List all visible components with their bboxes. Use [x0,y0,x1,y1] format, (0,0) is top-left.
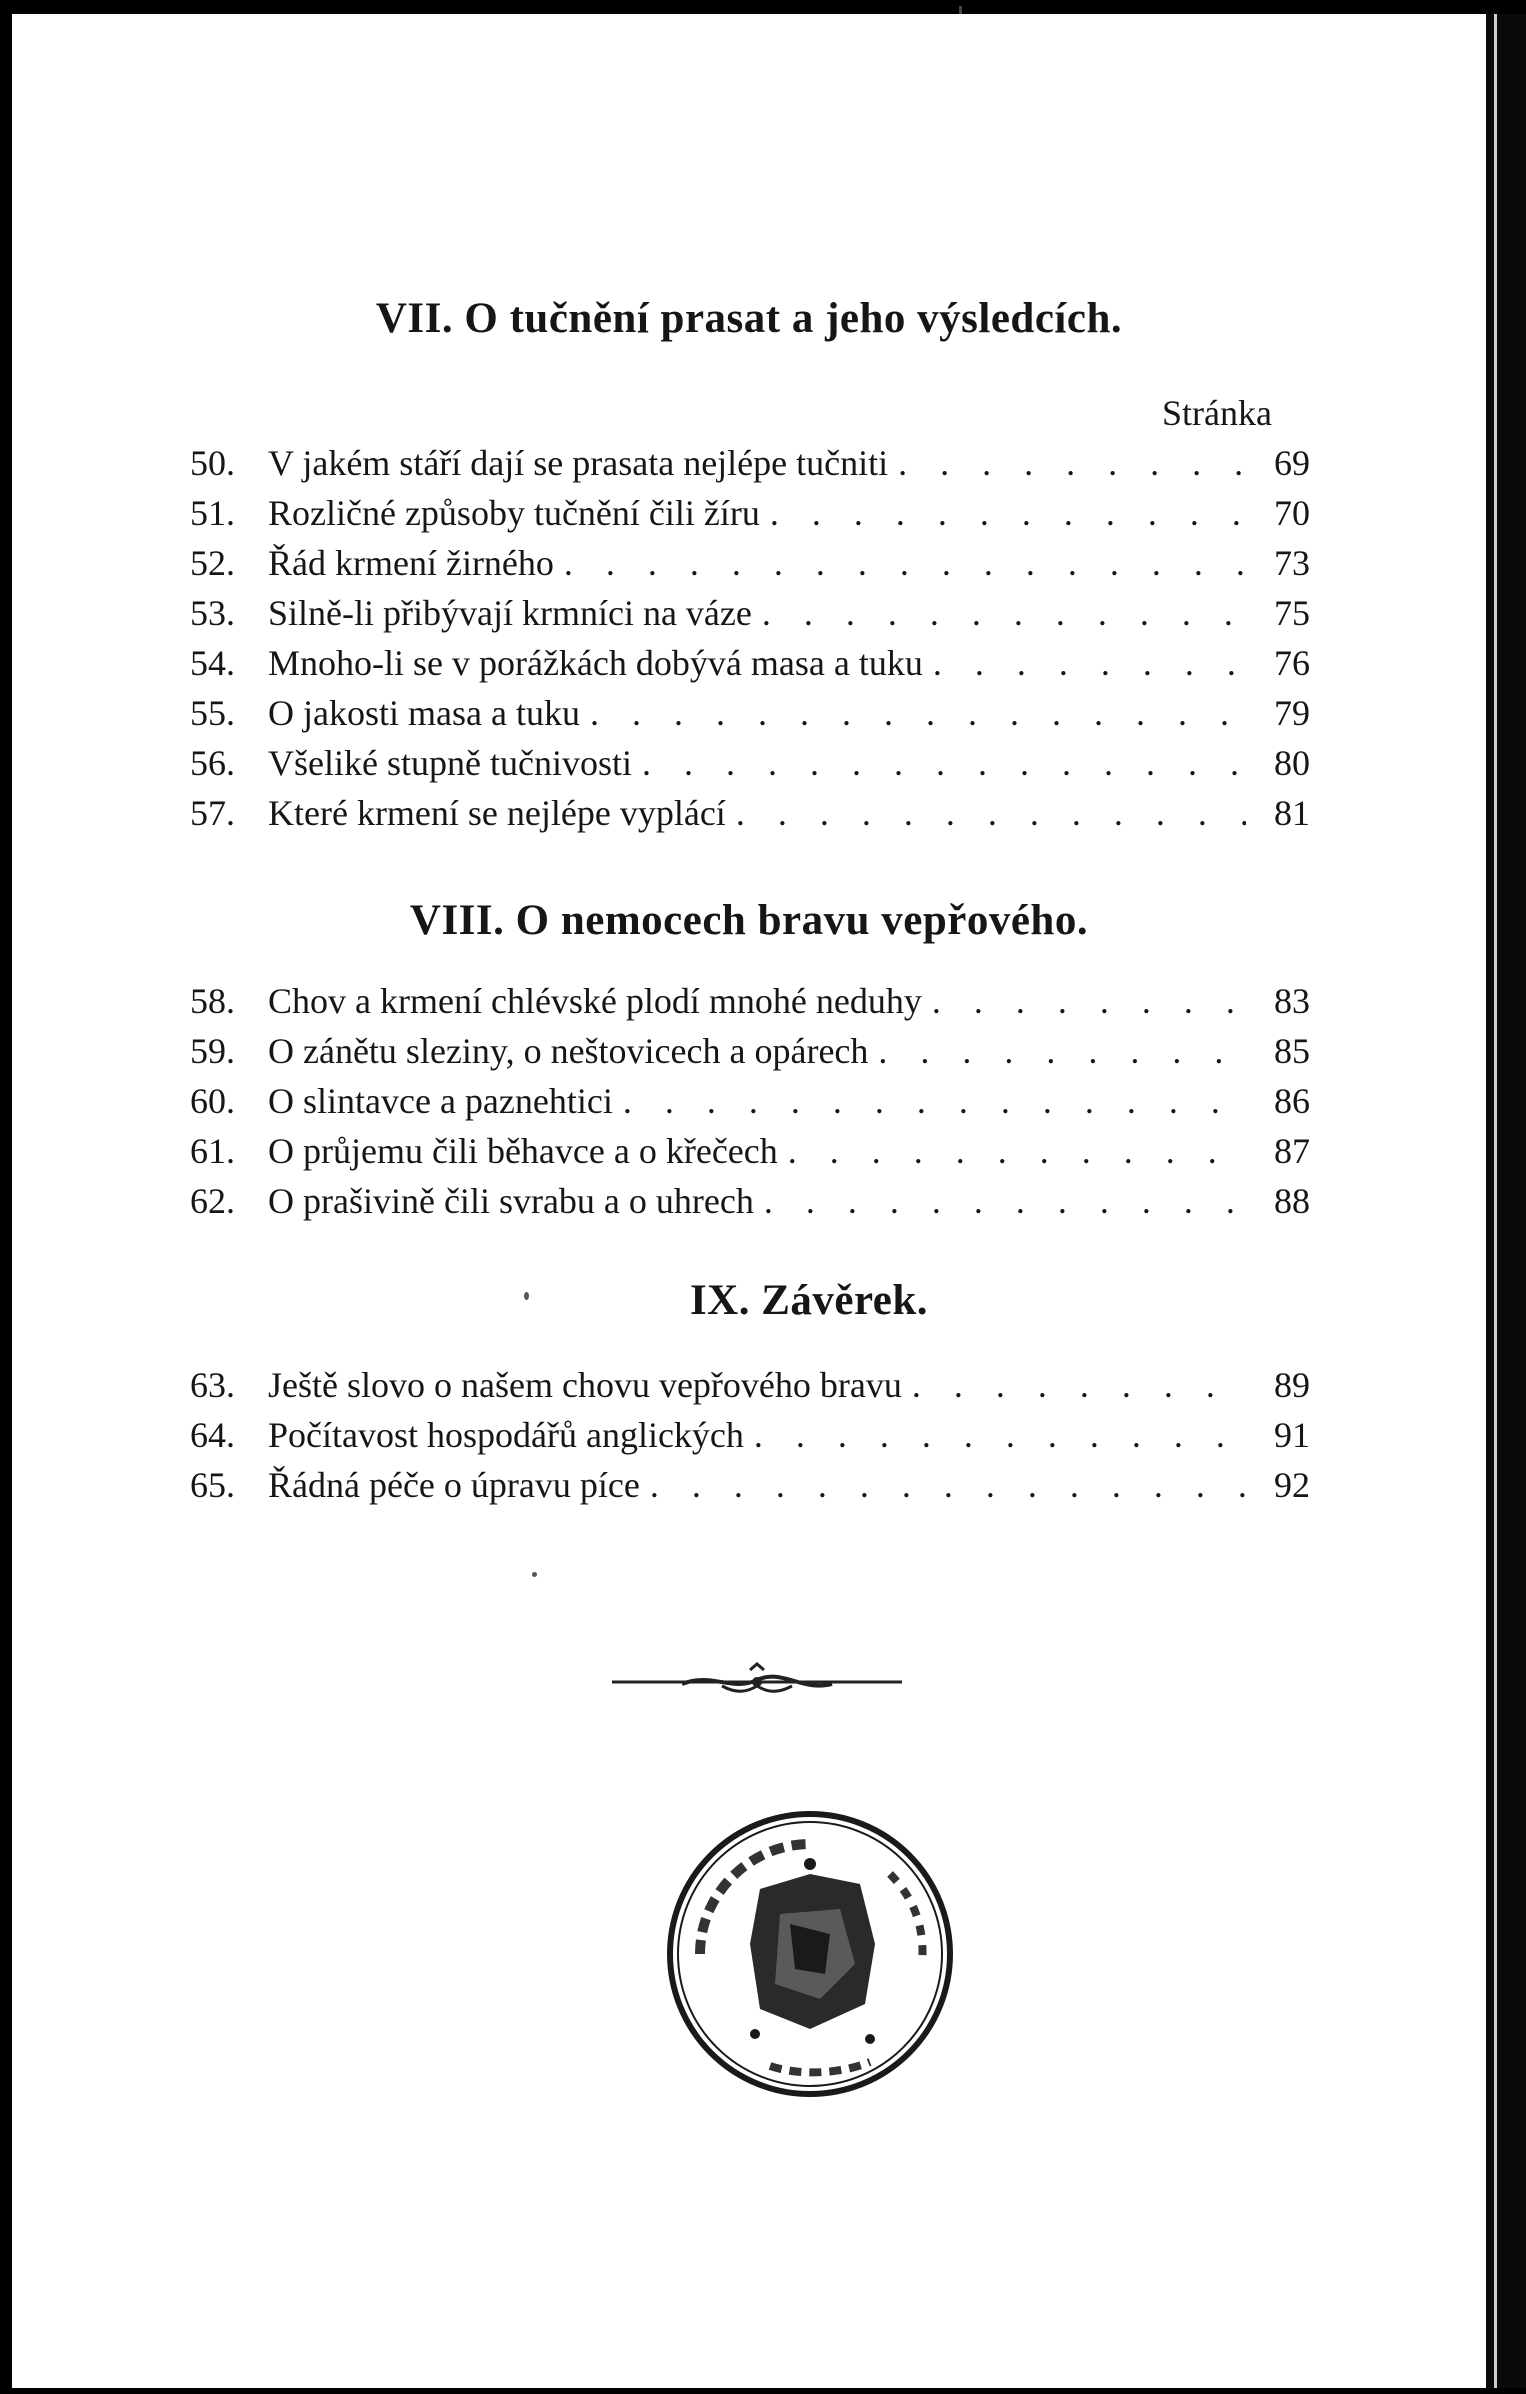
toc-list-vii [190,438,1310,838]
entry-page: 91 [1274,1415,1310,1455]
toc-entry [190,738,1310,788]
entry-page: 86 [1274,1081,1310,1121]
entry-title: Silně-li přibývají krmníci na váze [268,593,752,633]
leader-dots [554,538,1246,588]
toc-entry [190,638,1310,688]
toc-entry [190,588,1310,638]
toc-entry [190,688,1310,738]
entry-title: Mnoho-li se v porážkách dobývá masa a tuku [268,643,923,683]
entry-number: 59. [190,1031,235,1071]
toc-entry [190,1460,1310,1510]
entry-number: 55. [190,693,235,733]
entry-title: Řád krmení žirného [268,543,554,583]
entry-page: 79 [1274,693,1310,733]
section-heading-vii: VII. O tučnění prasat a jeho výsledcích. [375,295,1123,342]
toc-list-viii [190,976,1310,1226]
toc-entry [190,1026,1310,1076]
entry-title: O zánětu sleziny, o neštovicech a opárech [268,1031,869,1071]
leader-dots [902,1360,1246,1410]
entry-number: 51. [190,493,235,533]
entry-title: Které krmení se nejlépe vyplácí [268,793,726,833]
leader-dots [923,638,1246,688]
toc-entry [190,1176,1310,1226]
entry-title: Všeliké stupně tučnivosti [268,743,632,783]
entry-number: 62. [190,1181,235,1221]
book-page [12,14,1486,2388]
toc-entry [190,488,1310,538]
toc-entry [190,538,1310,588]
entry-page: 80 [1274,743,1310,783]
entry-page: 76 [1274,643,1310,683]
entry-page: 83 [1274,981,1310,1021]
entry-number: 56. [190,743,235,783]
leader-dots [922,976,1246,1026]
entry-page: 69 [1274,443,1310,483]
entry-title: Řádná péče o úpravu píce [268,1465,640,1505]
leader-dots [744,1410,1246,1460]
entry-number: 58. [190,981,235,1021]
entry-page: 75 [1274,593,1310,633]
toc-entry [190,976,1310,1026]
page-column-label: Stránka [1162,393,1272,433]
entry-title: O jakosti masa a tuku [268,693,580,733]
leader-dots [888,438,1246,488]
leader-dots [726,788,1246,838]
scan-left-edge [0,0,12,2394]
toc-entry [190,788,1310,838]
toc-entry [190,1410,1310,1460]
ornament-divider-icon [612,1662,902,1702]
section-heading-ix: IX. Závěrek. [689,1277,929,1324]
leader-dots [752,588,1246,638]
leader-dots [754,1176,1246,1226]
entry-title: Ještě slovo o našem chovu vepřového bravu [268,1365,902,1405]
entry-page: 70 [1274,493,1310,533]
entry-page: 81 [1274,793,1310,833]
leader-dots [760,488,1246,538]
entry-title: Rozličné způsoby tučnění čili žíru [268,493,760,533]
leader-dots [640,1460,1246,1510]
toc-entry [190,1126,1310,1176]
entry-number: 57. [190,793,235,833]
entry-page: 89 [1274,1365,1310,1405]
entry-title: O slintavce a paznehtici [268,1081,613,1121]
toc-list-ix [190,1360,1310,1510]
scan-speck [532,1572,537,1577]
scan-right-edge [1486,14,1526,2388]
entry-number: 52. [190,543,235,583]
entry-title: Chov a krmení chlévské plodí mnohé neduhy [268,981,922,1021]
entry-number: 61. [190,1131,235,1171]
entry-page: 92 [1274,1465,1310,1505]
leader-dots [632,738,1246,788]
leader-dots [868,1026,1246,1076]
leader-dots [613,1076,1246,1126]
toc-entry [190,1076,1310,1126]
leader-dots [778,1126,1246,1176]
entry-number: 63. [190,1365,235,1405]
entry-page: 73 [1274,543,1310,583]
leader-dots [580,688,1246,738]
entry-number: 65. [190,1465,235,1505]
entry-number: 54. [190,643,235,683]
entry-title: O průjemu čili běhavce a o křečech [268,1131,778,1171]
entry-number: 50. [190,443,235,483]
entry-number: 64. [190,1415,235,1455]
entry-page: 87 [1274,1131,1310,1171]
entry-title: O prašivině čili svrabu a o uhrech [268,1181,754,1221]
section-heading-viii: VIII. O nemocech bravu vepřového. [409,897,1089,944]
library-stamp-icon [660,1804,960,2104]
entry-title: V jakém stáří dají se prasata nejlépe tučniti [268,443,889,483]
entry-page: 85 [1274,1031,1310,1071]
toc-entry [190,1360,1310,1410]
scan-speck [524,1292,529,1300]
entry-number: 60. [190,1081,235,1121]
toc-entry [190,438,1310,488]
entry-title: Počítavost hospodářů anglických [268,1415,744,1455]
entry-number: 53. [190,593,235,633]
entry-page: 88 [1274,1181,1310,1221]
